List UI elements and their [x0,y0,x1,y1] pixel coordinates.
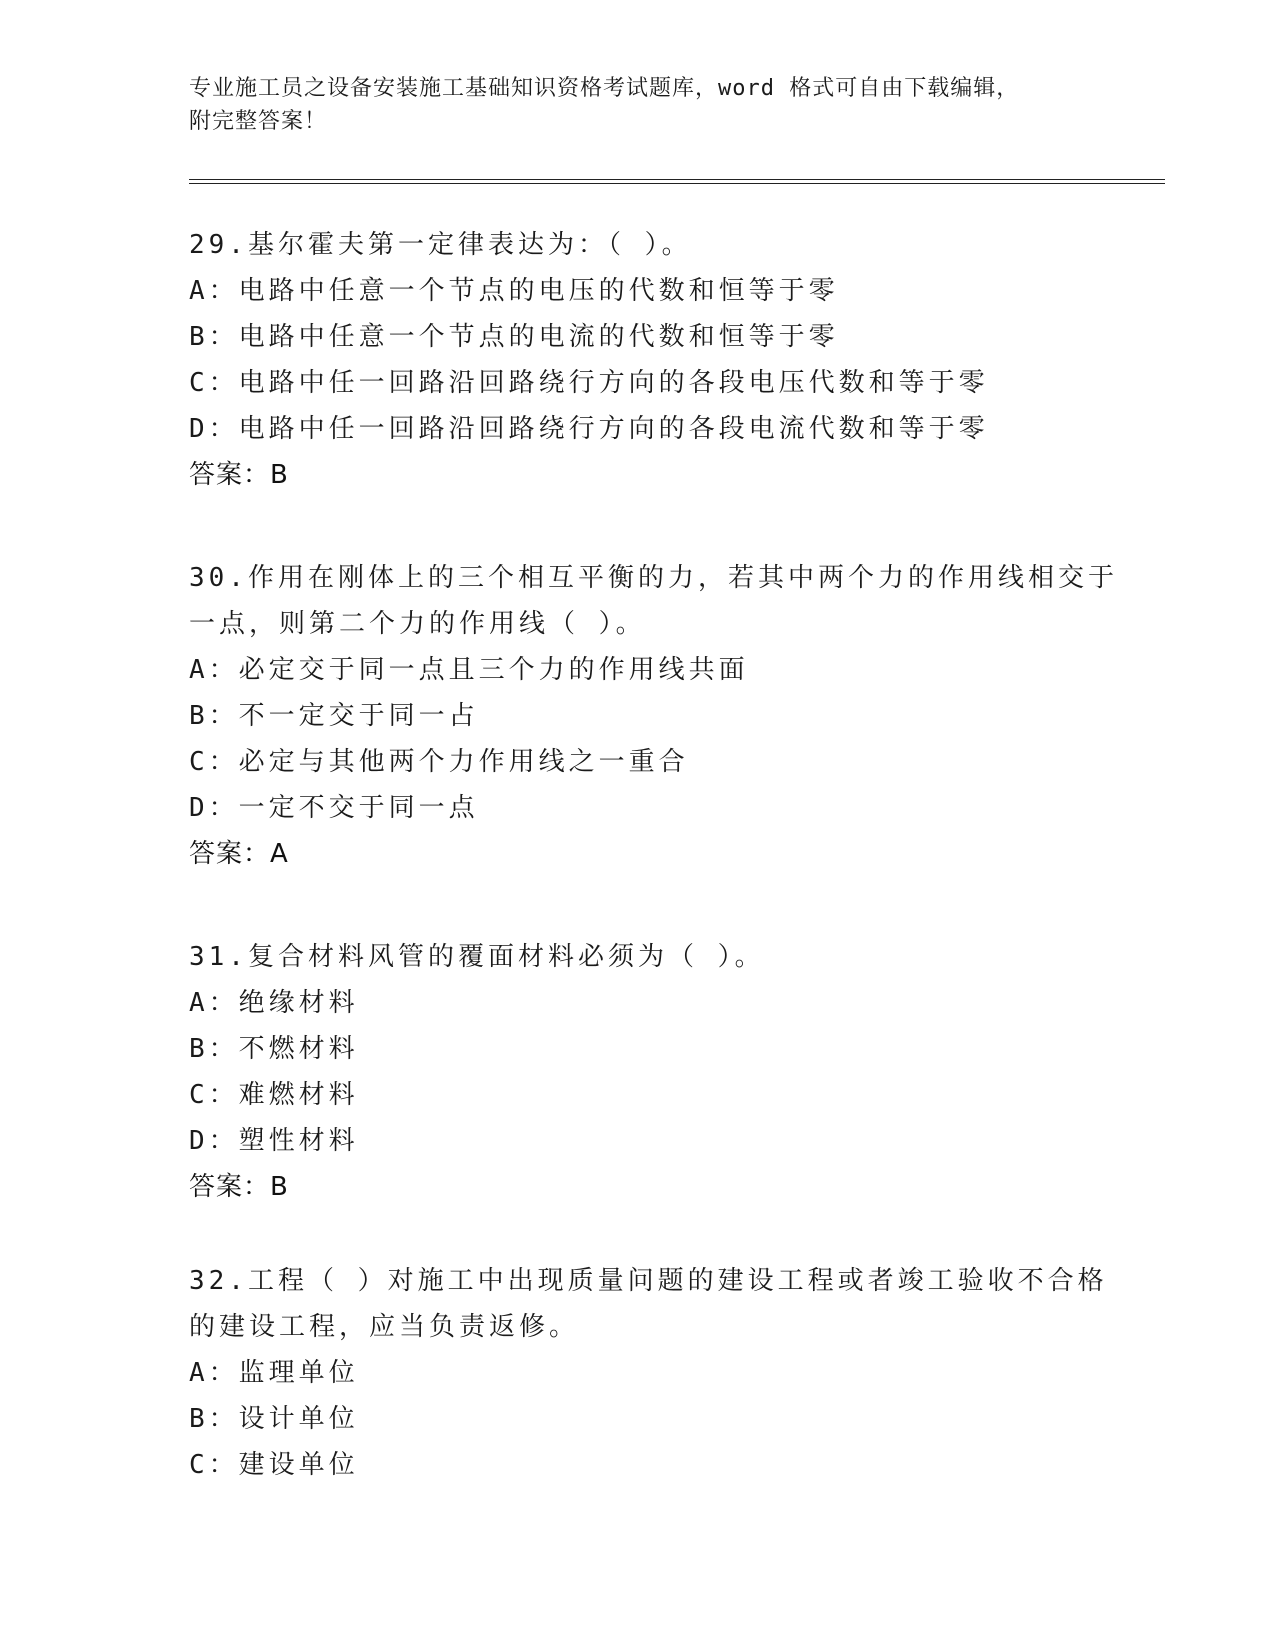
question-stem-continued: 一点，则第二个力的作用线（ ）。 [189,609,646,639]
answer: 答案：B [189,460,289,490]
header-rule-bottom [189,183,1165,184]
answer: 答案：B [189,1172,289,1202]
option-c: C：难燃材料 [189,1080,359,1110]
option-a: A：监理单位 [189,1358,359,1388]
question-30 [189,555,1118,877]
option-b: B：电路中任意一个节点的电流的代数和恒等于零 [189,322,839,352]
option-a: A：必定交于同一点且三个力的作用线共面 [189,655,749,685]
option-b: B：不燃材料 [189,1034,359,1064]
document-header [189,72,1069,138]
option-d: D：塑性材料 [189,1126,359,1156]
option-d: D：电路中任一回路沿回路绕行方向的各段电流代数和等于零 [189,414,989,444]
option-a: A：绝缘材料 [189,988,359,1018]
answer: 答案：A [189,839,289,869]
option-d: D：一定不交于同一点 [189,793,479,823]
option-c: C：电路中任一回路沿回路绕行方向的各段电压代数和等于零 [189,368,989,398]
header-line-2: 附完整答案！ [189,109,328,134]
question-31 [189,934,1089,1210]
question-stem-continued: 的建设工程，应当负责返修。 [189,1312,580,1342]
option-b: B：不一定交于同一占 [189,701,479,731]
question-32 [189,1258,1108,1488]
option-b: B：设计单位 [189,1404,359,1434]
question-29 [189,222,1089,498]
header-line-1: 专业施工员之设备安装施工基础知识资格考试题库，word 格式可自由下载编辑， [189,76,1020,101]
option-c: C：建设单位 [189,1450,359,1480]
option-c: C：必定与其他两个力作用线之一重合 [189,747,689,777]
header-rule-top [189,179,1165,180]
question-stem: 32.工程（ ）对施工中出现质量问题的建设工程或者竣工验收不合格 [189,1266,1108,1296]
question-stem: 31.复合材料风管的覆面材料必须为（ ）。 [189,942,765,972]
option-a: A：电路中任意一个节点的电压的代数和恒等于零 [189,276,839,306]
question-stem: 29.基尔霍夫第一定律表达为：（ ）。 [189,230,692,260]
question-stem: 30.作用在刚体上的三个相互平衡的力，若其中两个力的作用线相交于 [189,563,1118,593]
